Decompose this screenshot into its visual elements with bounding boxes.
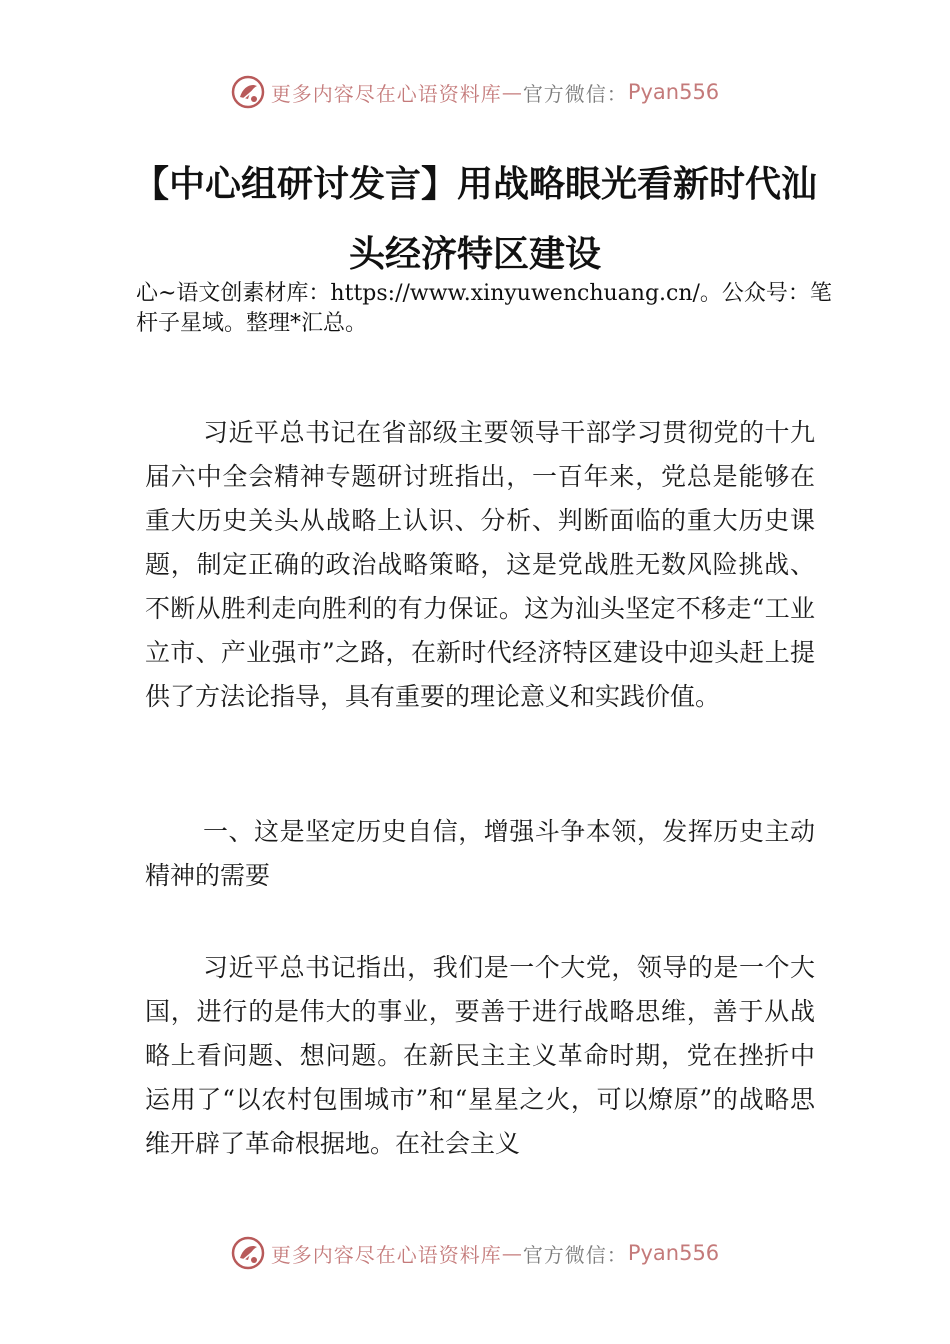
banner-wechat-id: Pyan556 xyxy=(627,1241,720,1265)
footer-banner xyxy=(0,1231,950,1275)
banner-wechat-label: 官方微信： xyxy=(522,1242,628,1267)
xinyu-logo-icon xyxy=(231,1236,265,1270)
header-banner xyxy=(0,70,950,114)
xinyu-logo-icon xyxy=(231,75,265,109)
banner-dash: — xyxy=(501,80,523,104)
document-title-line-2: 头经济特区建设 xyxy=(348,234,601,275)
document-title-line-1: 【中心组研讨发言】用战略眼光看新时代汕 xyxy=(132,164,817,205)
banner-dash: — xyxy=(501,1241,523,1265)
source-note: 心~语文创素材库：https://www.xinyuwenchuang.cn/。公众号：笔杆子星域。整理*汇总。 xyxy=(136,281,832,336)
banner-wechat-label: 官方微信： xyxy=(522,81,628,106)
banner-text: 更多内容尽在心语资料库 xyxy=(270,1242,502,1267)
body-paragraph: 习近平总书记指出，我们是一个大党，领导的是一个大国，进行的是伟大的事业，要善于进行战略思维，善于从战略上看问题、想问题。在新民主主义革命时期，党在挫折中运用了“以农村包围城市”和“星星之火，可以燎原”的战略思维开辟了革命根据地。在社会主义 xyxy=(145,953,815,1158)
banner-wechat-id: Pyan556 xyxy=(627,80,720,104)
banner-text: 更多内容尽在心语资料库 xyxy=(270,81,502,106)
body-paragraph: 习近平总书记在省部级主要领导干部学习贯彻党的十九届六中全会精神专题研讨班指出，一百年来，党总是能够在重大历史关头从战略上认识、分析、判断面临的重大历史课题，制定正确的政治战略策略，这是党战胜无数风险挑战、不断从胜利走向胜利的有力保证。这为汕头坚定不移走“工业立市、产业强市”之路，在新时代经济特区建设中迎头赶上提供了方法论指导，具有重要的理论意义和实践价值。 xyxy=(145,418,815,711)
section-heading: 一、这是坚定历史自信，增强斗争本领，发挥历史主动精神的需要 xyxy=(145,817,815,890)
